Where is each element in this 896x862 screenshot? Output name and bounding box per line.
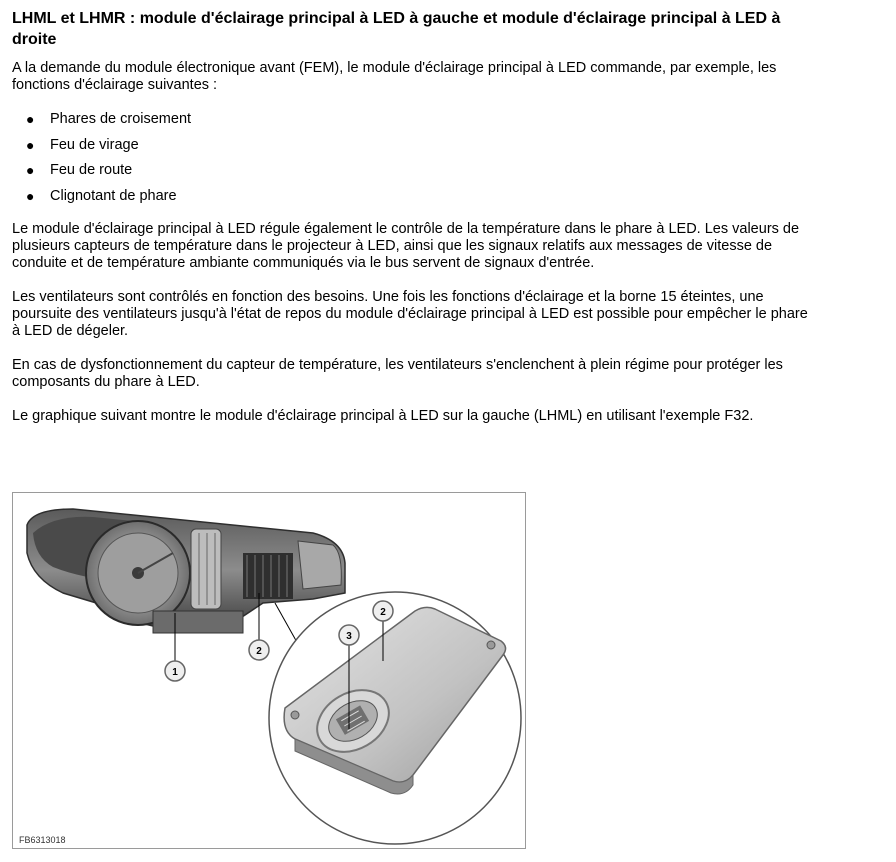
list-item [12,162,832,188]
function-list [12,111,832,213]
svg-text:3: 3 [346,631,352,642]
callout-2-headlight [249,640,269,660]
document-body [12,8,832,442]
bullet-icon: ● [26,136,35,153]
bullet-icon: ● [26,162,35,178]
svg-text:2: 2 [256,646,262,657]
module-detail-circle [269,592,521,844]
headlight-figure [12,492,526,849]
list-item [12,111,832,137]
fans-paragraph: Les ventilateurs sont contrôlés en fonction des besoins. Une fois les fonctions d'éclairage et la borne 15 éteintes, une poursuite des ventilateurs jusqu'à l'état de repos du module d'éclairage principal à LED est possible pour empêcher le phare à LED de dégeler. [12,289,808,339]
bullet-icon: ● [26,187,35,204]
callout-1 [165,661,185,681]
list-item [12,137,832,163]
list-item-text: Clignotant de phare [50,187,177,204]
headlight-housing [27,509,345,633]
list-item-text: Feu de virage [50,136,139,153]
list-item-text: Phares de croisement [50,111,192,127]
figure-intro-paragraph: Le graphique suivant montre le module d'éclairage principal à LED sur la gauche (LHML) en utilisant l'exemple F32. [12,408,754,424]
svg-text:1: 1 [172,667,178,678]
malfunction-paragraph: En cas de dysfonctionnement du capteur de température, les ventilateurs s'enclenchent à plein régime pour protéger les composants du phare à LED. [12,357,783,390]
intro-paragraph: A la demande du module électronique avant (FEM), le module d'éclairage principal à LED commande, par exemple, les fonctions d'éclairage suivantes : [12,60,777,93]
list-item [12,188,832,214]
callout-2-module [373,601,393,621]
bullet-icon: ● [26,111,35,127]
temperature-paragraph: Le module d'éclairage principal à LED régule également le contrôle de la température dans le phare à LED. Les valeurs de plusieurs capteurs de température dans le projecteur à LED, ainsi que les signaux relatifs aux messages de vitesse de conduite et de température ambiante communiqués via le bus servent de signaux d'entrée. [12,221,800,271]
figure-code: FB6313018 [19,835,66,845]
callout-3 [339,625,359,645]
svg-text:2: 2 [380,607,386,618]
section-heading: LHML et LHMR : module d'éclairage principal à LED à gauche et module d'éclairage principal à LED à droite [12,10,781,48]
headlight-illustration [13,493,525,848]
list-item-text: Feu de route [50,162,133,178]
